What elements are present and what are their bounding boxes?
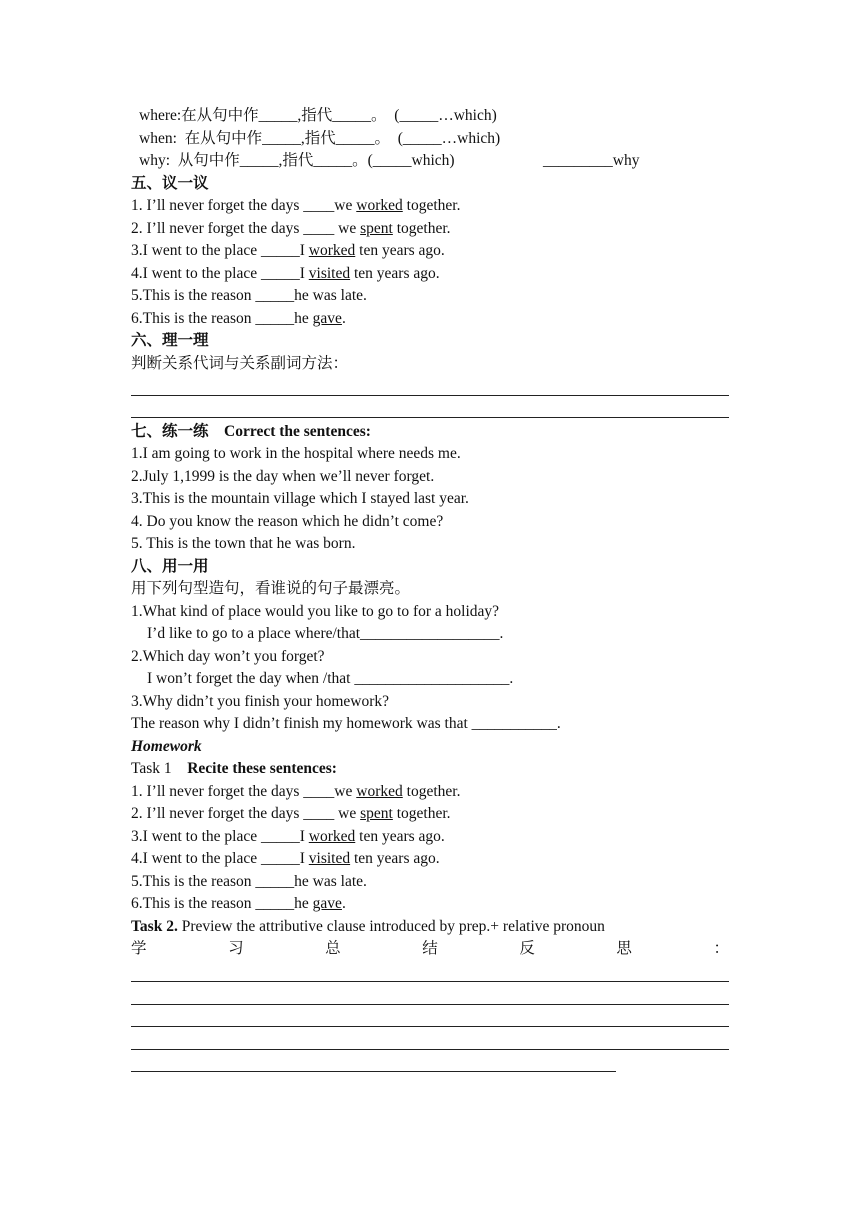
summary-char: 学 (131, 940, 147, 957)
summary-char: ： (713, 940, 729, 957)
answer-line (131, 1004, 729, 1005)
task-1-heading: Task 1 Recite these sentences: (131, 760, 337, 777)
section-5-heading: 五、议一议 (131, 175, 209, 192)
why-line: why: 从句中作_____,指代_____。(_____which) (139, 152, 455, 169)
section-6-heading: 六、理一理 (131, 332, 209, 349)
answer-line (131, 1026, 729, 1027)
s8-question-1: 1.What kind of place would you like to go to for a holiday? (131, 603, 500, 620)
s5-item-4: 4.I went to the place _____I visited ten years ago. (131, 265, 440, 282)
summary-heading (131, 939, 729, 959)
s7-item-2: 2.July 1,1999 is the day when we’ll never forget. (131, 468, 435, 485)
s5-item-2: 2. I’ll never forget the days ____ we spent together. (131, 220, 451, 237)
summary-char: 思 (616, 940, 632, 957)
s7-item-3: 3.This is the mountain village which I stayed last year. (131, 490, 469, 507)
answer-line (131, 981, 729, 982)
s6-text: 判断关系代词与关系副词方法： (131, 355, 349, 372)
summary-char: 总 (325, 940, 341, 957)
task1-item-2: 2. I’ll never forget the days ____ we spent together. (131, 805, 451, 822)
s8-question-2: 2.Which day won’t you forget? (131, 648, 325, 665)
why-blank: _________why (543, 152, 640, 169)
where-line: where:在从句中作_____,指代_____。 (_____…which) (139, 107, 497, 124)
task-2-line: Task 2. Preview the attributive clause introduced by prep.+ relative pronoun (131, 918, 605, 935)
s8-answer-1: I’d like to go to a place where/that__________________. (147, 625, 504, 642)
s7-item-1: 1.I am going to work in the hospital where needs me. (131, 445, 461, 462)
s7-item-5: 5. This is the town that he was born. (131, 535, 356, 552)
task1-item-3: 3.I went to the place _____I worked ten years ago. (131, 828, 445, 845)
task1-item-6: 6.This is the reason _____he gave. (131, 895, 346, 912)
answer-line (131, 1049, 729, 1050)
s5-item-6: 6.This is the reason _____he gave. (131, 310, 346, 327)
s8-answer-2: I won’t forget the day when /that ____________________. (147, 670, 514, 687)
s5-item-1: 1. I’ll never forget the days ____we worked together. (131, 197, 461, 214)
homework-title: Homework (131, 738, 202, 755)
summary-char: 习 (228, 940, 244, 957)
task1-item-5: 5.This is the reason _____he was late. (131, 873, 367, 890)
s8-instruction: 用下列句型造句，看谁说的句子最漂亮。 (131, 580, 411, 597)
s5-item-5: 5.This is the reason _____he was late. (131, 287, 367, 304)
s7-item-4: 4. Do you know the reason which he didn’t come? (131, 513, 444, 530)
summary-char: 反 (519, 940, 535, 957)
s8-question-3: 3.Why didn’t you finish your homework? (131, 693, 390, 710)
task1-item-1: 1. I’ll never forget the days ____we worked together. (131, 783, 461, 800)
s5-item-3: 3.I went to the place _____I worked ten years ago. (131, 242, 445, 259)
answer-line (131, 395, 729, 396)
s8-answer-3: The reason why I didn’t finish my homework was that ___________. (131, 715, 561, 732)
when-line: when: 在从句中作_____,指代_____。 (_____…which) (139, 130, 501, 147)
answer-line (131, 1071, 616, 1072)
summary-char: 结 (422, 940, 438, 957)
section-8-heading: 八、用一用 (131, 558, 209, 575)
section-7-heading: 七、练一练 Correct the sentences: (131, 423, 371, 440)
task1-item-4: 4.I went to the place _____I visited ten years ago. (131, 850, 440, 867)
answer-line (131, 417, 729, 418)
